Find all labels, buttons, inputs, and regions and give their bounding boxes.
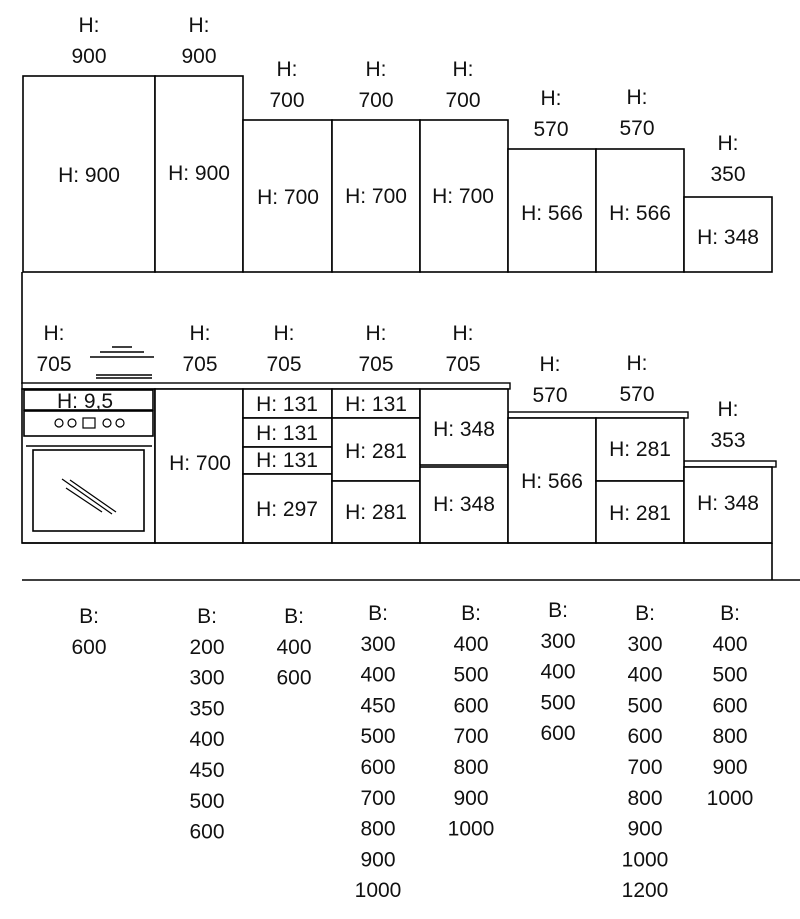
upper-8-height-value: 350 bbox=[710, 163, 746, 186]
width-column-2-value: 450 bbox=[189, 759, 225, 782]
width-column-7-value: 800 bbox=[627, 786, 663, 810]
upper-8-height-label: H: bbox=[717, 132, 739, 155]
lower-7-height-label: H: bbox=[626, 352, 648, 375]
lower-7-height-value: 570 bbox=[619, 383, 655, 406]
upper-8-inner-height: H: 348 bbox=[697, 226, 759, 249]
upper-4-inner-height: H: 700 bbox=[345, 185, 407, 208]
upper-4-height-label: H: bbox=[365, 58, 387, 81]
width-column-4-value: 800 bbox=[360, 817, 396, 841]
width-column-3-value: 400 bbox=[276, 635, 312, 659]
lower-6-height-label: H: bbox=[539, 353, 561, 376]
upper-1-height-value: 900 bbox=[71, 45, 107, 68]
width-column-7-value: 400 bbox=[627, 663, 663, 687]
countertop-main bbox=[22, 383, 510, 389]
width-column-2-value: 350 bbox=[189, 697, 225, 721]
width-column-7-value: 1000 bbox=[621, 848, 669, 872]
lower-6-height-value: 570 bbox=[532, 384, 568, 407]
width-column-5-value: 400 bbox=[453, 632, 489, 656]
width-column-4-value: 700 bbox=[360, 786, 396, 810]
width-column-1-label: B: bbox=[79, 605, 99, 628]
lower-3-section-3-height: H: 131 bbox=[256, 449, 318, 472]
lower-4-section-2-height: H: 281 bbox=[345, 440, 407, 463]
lower-3-height-label: H: bbox=[273, 322, 295, 345]
lower-7-section-1-height: H: 281 bbox=[609, 438, 671, 461]
upper-5-height-label: H: bbox=[452, 58, 474, 81]
width-column-8-value: 400 bbox=[712, 632, 748, 656]
upper-7-height-label: H: bbox=[626, 86, 648, 109]
lower-8-section-height: H: 348 bbox=[697, 492, 759, 515]
lower-4-height-value: 705 bbox=[358, 353, 394, 376]
width-column-5-value: 900 bbox=[453, 786, 489, 810]
width-column-2-value: 600 bbox=[189, 820, 225, 844]
upper-2-height-label: H: bbox=[188, 14, 210, 37]
width-column-3-value: 600 bbox=[276, 666, 312, 690]
upper-5-height-value: 700 bbox=[445, 89, 481, 112]
lower-3-height-value: 705 bbox=[266, 353, 302, 376]
width-column-5-value: 600 bbox=[453, 694, 489, 718]
width-column-7-value: 900 bbox=[627, 817, 663, 841]
lower-4-height-label: H: bbox=[365, 322, 387, 345]
lower-3-section-1-height: H: 131 bbox=[256, 393, 318, 416]
width-column-5-value: 700 bbox=[453, 725, 489, 749]
width-column-7-value: 500 bbox=[627, 694, 663, 718]
width-column-4-value: 900 bbox=[360, 848, 396, 872]
width-options bbox=[71, 599, 753, 902]
oven-control-panel bbox=[24, 411, 153, 436]
upper-1-inner-height: H: 900 bbox=[58, 164, 120, 187]
lower-5-section-1-height: H: 348 bbox=[433, 418, 495, 441]
upper-cabinet-row bbox=[23, 14, 772, 272]
upper-6-height-value: 570 bbox=[533, 118, 569, 141]
lower-2-section-height: H: 700 bbox=[169, 452, 231, 475]
width-column-5-value: 1000 bbox=[447, 817, 495, 841]
width-column-4-value: 450 bbox=[360, 694, 396, 718]
width-column-2-label: B: bbox=[197, 605, 217, 628]
lower-8-height-value: 353 bbox=[710, 429, 746, 452]
width-column-2-value: 400 bbox=[189, 728, 225, 752]
upper-7-inner-height: H: 566 bbox=[609, 202, 671, 225]
countertop-middle bbox=[508, 412, 688, 418]
lower-8-height-label: H: bbox=[717, 398, 739, 421]
upper-5-inner-height: H: 700 bbox=[432, 185, 494, 208]
lower-4-section-1-height: H: 131 bbox=[345, 393, 407, 416]
width-column-8-value: 500 bbox=[712, 663, 748, 687]
upper-3-inner-height: H: 700 bbox=[257, 186, 319, 209]
width-column-8-label: B: bbox=[720, 602, 740, 625]
width-column-8-value: 1000 bbox=[706, 786, 754, 810]
upper-7-height-value: 570 bbox=[619, 117, 655, 140]
lower-1-height-value: 705 bbox=[36, 353, 72, 376]
lower-7-section-2-height: H: 281 bbox=[609, 502, 671, 525]
width-column-5-value: 800 bbox=[453, 756, 489, 779]
upper-2-height-value: 900 bbox=[181, 45, 217, 68]
countertop-right bbox=[684, 461, 776, 467]
width-column-7-label: B: bbox=[635, 602, 655, 625]
lower-5-section-2-height: H: 348 bbox=[433, 493, 495, 516]
width-column-4-label: B: bbox=[368, 602, 388, 625]
upper-3-height-label: H: bbox=[276, 58, 298, 81]
width-column-8-value: 900 bbox=[712, 756, 748, 779]
width-column-2-value: 300 bbox=[189, 666, 225, 690]
width-column-3-label: B: bbox=[284, 605, 304, 628]
oven-panel-height: H: 9,5 bbox=[56, 390, 114, 413]
width-column-7-value: 300 bbox=[627, 632, 663, 656]
width-column-1-value: 600 bbox=[71, 635, 107, 659]
oven-door-window bbox=[33, 450, 144, 531]
width-column-4-value: 600 bbox=[360, 756, 396, 779]
lower-1-height-label: H: bbox=[43, 322, 65, 345]
upper-6-inner-height: H: 566 bbox=[521, 202, 583, 225]
lower-4-section-3-height: H: 281 bbox=[345, 501, 407, 524]
lower-2-height-value: 705 bbox=[182, 353, 218, 376]
width-column-8-value: 600 bbox=[712, 694, 748, 718]
lower-5-height-value: 705 bbox=[445, 353, 481, 376]
lower-3-section-4-height: H: 297 bbox=[256, 498, 318, 521]
width-column-4-value: 500 bbox=[360, 725, 396, 749]
width-column-4-value: 400 bbox=[360, 663, 396, 687]
upper-1-height-label: H: bbox=[78, 14, 100, 37]
width-column-6-value: 400 bbox=[540, 660, 576, 684]
width-column-6-value: 600 bbox=[540, 722, 576, 746]
cooktop-icon bbox=[90, 347, 154, 378]
width-column-6-label: B: bbox=[548, 599, 568, 622]
width-column-6-value: 500 bbox=[540, 691, 576, 715]
lower-3-section-2-height: H: 131 bbox=[256, 422, 318, 445]
upper-6-height-label: H: bbox=[540, 87, 562, 110]
width-column-4-value: 1000 bbox=[354, 879, 402, 903]
width-column-5-label: B: bbox=[461, 602, 481, 625]
width-column-2-value: 500 bbox=[189, 789, 225, 813]
width-column-6-value: 300 bbox=[540, 629, 576, 653]
upper-3-height-value: 700 bbox=[269, 89, 305, 112]
lower-2-height-label: H: bbox=[189, 322, 211, 345]
width-column-7-value: 700 bbox=[627, 756, 663, 779]
upper-4-height-value: 700 bbox=[358, 89, 394, 112]
lower-5-height-label: H: bbox=[452, 322, 474, 345]
width-column-5-value: 500 bbox=[453, 663, 489, 687]
upper-2-inner-height: H: 900 bbox=[168, 162, 230, 185]
lower-6-section-height: H: 566 bbox=[521, 470, 583, 493]
lower-cabinet-row bbox=[22, 322, 776, 543]
width-column-7-value: 600 bbox=[627, 725, 663, 749]
width-column-4-value: 300 bbox=[360, 632, 396, 656]
width-column-2-value: 200 bbox=[189, 635, 225, 659]
width-column-8-value: 800 bbox=[712, 725, 748, 749]
width-column-7-value: 1200 bbox=[621, 879, 669, 903]
